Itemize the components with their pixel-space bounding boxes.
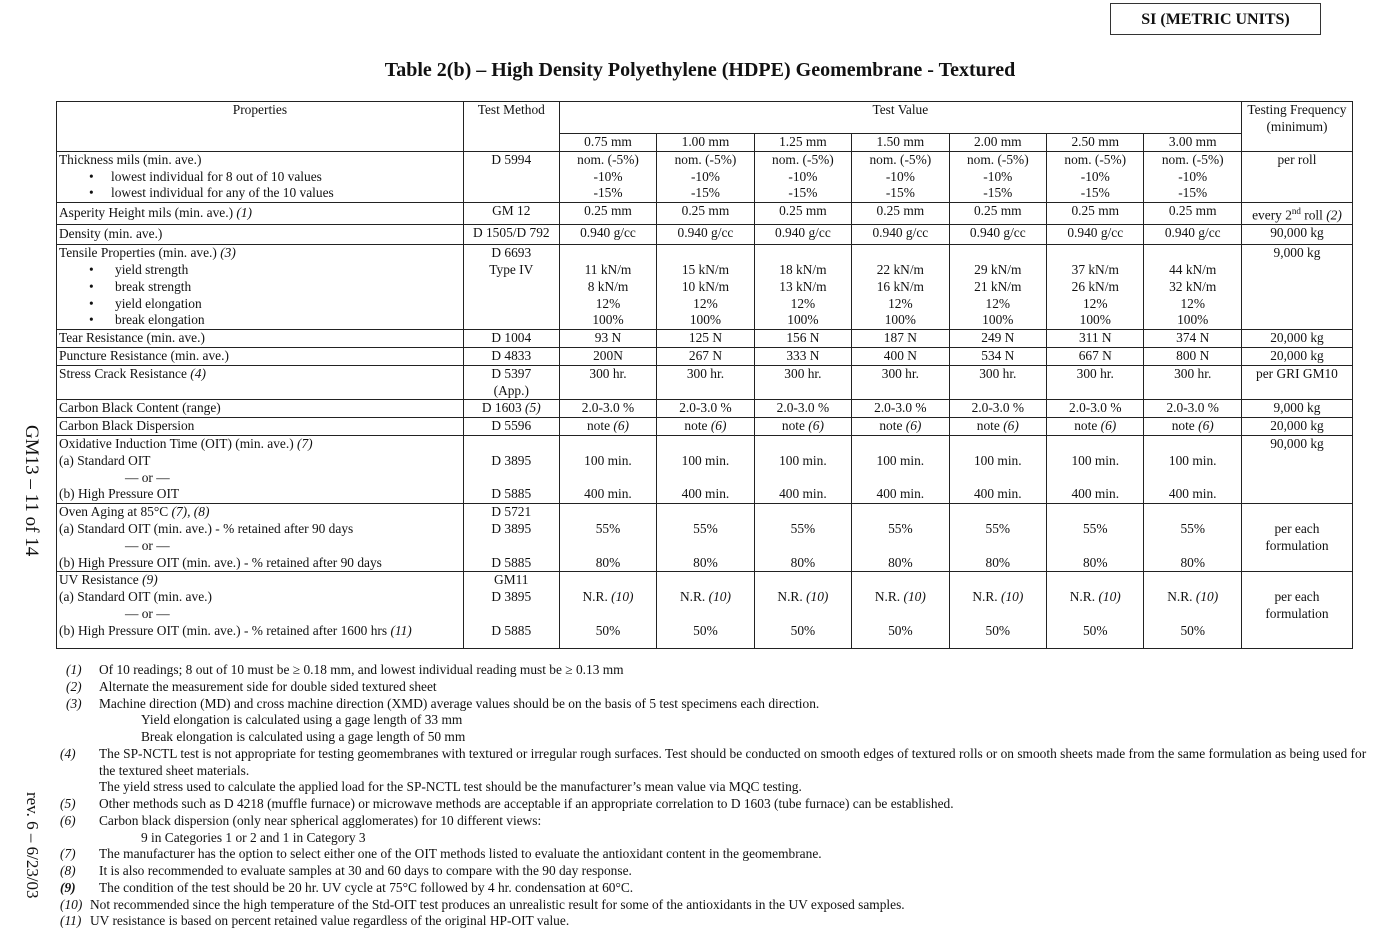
tear-value: 374 N [1144,330,1241,348]
density-value: 0.940 g/cc [949,225,1046,245]
cb-dispersion-label: Carbon Black Dispersion [57,418,464,436]
uv-values: N.R. (10) 50% [1047,572,1144,648]
asperity-value: 0.25 mm [657,203,754,225]
tensile-method: D 6693 Type IV [463,245,559,330]
uv-values: N.R. (10) 50% [559,572,656,648]
density-label: Density (min. ave.) [57,225,464,245]
cb-dispersion-value: note (6) [754,418,851,436]
footnote-10: (10) Not recommended since the high temperature of the Std-OIT test produces an unrealistic result for some of the antioxidants in the UV exposed samples. [60,896,905,912]
thickness-bullet-2: • lowest individual for any of the 10 values [59,185,334,200]
oit-values: 100 min. 400 min. [1144,436,1241,504]
oven-values: 55% 80% [559,504,656,572]
stress-label-cell: Stress Crack Resistance (4) [57,365,464,400]
tensile-values: 44 kN/m 32 kN/m 12% 100% [1144,245,1241,330]
footnote-11: (11) UV resistance is based on percent retained value regardless of the original HP-OIT value. [60,913,570,929]
oven-values: 55% 80% [1144,504,1241,572]
header-test-value: Test Value [559,102,1241,134]
cb-content-value: 2.0-3.0 % [657,400,754,418]
header-row [57,102,1353,134]
oit-method: D 3895 D 5885 [463,436,559,504]
header-frequency: Testing Frequency (minimum) [1241,102,1352,152]
stress-value: 300 hr. [1144,365,1241,400]
footnote-6: (6) Carbon black dispersion (only near spherical agglomerates) for 10 different views: 9 in Categories 1 or 2 and 1 in Category 3 [60,812,542,845]
tensile-values: 29 kN/m 21 kN/m 12% 100% [949,245,1046,330]
tensile-frequency: 9,000 kg [1241,245,1352,330]
oit-values: 100 min. 400 min. [949,436,1046,504]
uv-values: N.R. (10) 50% [754,572,851,648]
cb-dispersion-value: note (6) [1047,418,1144,436]
thickness-values: nom. (-5%) -10% -15% [559,151,656,202]
oven-values: 55% 80% [949,504,1046,572]
tensile-bullet: • yield elongation [59,296,202,311]
density-method: D 1505/D 792 [463,225,559,245]
uv-method: GM11 D 3895 D 5885 [463,572,559,648]
thickness-values: nom. (-5%) -10% -15% [852,151,949,202]
thickness-col: 1.00 mm [657,134,754,152]
footnote-2: (2) Alternate the measurement side for double sided textured sheet [66,678,437,694]
tensile-values: 22 kN/m 16 kN/m 12% 100% [852,245,949,330]
footnote-9: (9) The condition of the test should be 20 hr. UV cycle at 75°C followed by 4 hr. condensation at 60°C. [60,879,634,895]
tensile-bullet: • break elongation [59,312,205,327]
footnote-4: (4) The SP-NCTL test is not appropriate for testing geomembranes with textured or irregular rough surfaces. Test should be conducted on smooth edges of textured rolls or on smooth sheets made from the same formulation as being used for the textured sheet materials. The yield stress used to calculate the applied load for the SP-NCTL test should be the manufacturer’s mean value via MQC testing. [60,745,1367,795]
uv-label-cell: UV Resistance (9) (a) Standard OIT (min. ave.) — or — (b) High Pressure OIT (min. ave.) - % retained after 1600 hrs (11) [57,572,464,648]
row-oit [57,436,1353,504]
asperity-label-cell: Asperity Height mils (min. ave.) (1) [57,203,464,225]
thickness-bullet-1: • lowest individual for 8 out of 10 values [59,169,322,184]
uv-values: N.R. (10) 50% [657,572,754,648]
table-title: Table 2(b) – High Density Polyethylene (HDPE) Geomembrane - Textured [384,59,1016,81]
puncture-value: 400 N [852,348,949,366]
cb-dispersion-value: note (6) [949,418,1046,436]
asperity-value: 0.25 mm [559,203,656,225]
thickness-col: 0.75 mm [559,134,656,152]
cb-dispersion-value: note (6) [657,418,754,436]
thickness-values: nom. (-5%) -10% -15% [1144,151,1241,202]
cb-content-method: D 1603 (5) [463,400,559,418]
oven-values: 55% 80% [852,504,949,572]
thickness-label: Thickness mils (min. ave.) [59,151,202,167]
tensile-values: 15 kN/m 10 kN/m 12% 100% [657,245,754,330]
stress-value: 300 hr. [949,365,1046,400]
density-value: 0.940 g/cc [657,225,754,245]
units-label: SI (METRIC UNITS) [1110,3,1321,35]
cb-dispersion-value: note (6) [1144,418,1241,436]
puncture-method: D 4833 [463,348,559,366]
row-thickness [57,151,1353,202]
row-asperity [57,203,1353,225]
tear-value: 93 N [559,330,656,348]
tensile-label-cell: Tensile Properties (min. ave.) (3) • yield strength • break strength • yield elongation • break elongation [57,245,464,330]
stress-method: D 5397 (App.) [463,365,559,400]
stress-frequency: per GRI GM10 [1241,365,1352,400]
oven-values: 55% 80% [754,504,851,572]
tear-value: 311 N [1047,330,1144,348]
footnote-7: (7) The manufacturer has the option to select either one of the OIT methods listed to evaluate the antioxidant content in the geomembrane. [60,846,822,862]
tensile-values: 11 kN/m 8 kN/m 12% 100% [559,245,656,330]
tear-method: D 1004 [463,330,559,348]
thickness-values: nom. (-5%) -10% -15% [1047,151,1144,202]
row-density [57,225,1353,245]
tear-label: Tear Resistance (min. ave.) [57,330,464,348]
thickness-col: 1.25 mm [754,134,851,152]
asperity-value: 0.25 mm [852,203,949,225]
row-tear [57,330,1353,348]
thickness-col: 3.00 mm [1144,134,1241,152]
thickness-values: nom. (-5%) -10% -15% [949,151,1046,202]
oven-values: 55% 80% [1047,504,1144,572]
tensile-bullet: • yield strength [59,262,188,277]
cb-content-value: 2.0-3.0 % [852,400,949,418]
thickness-col: 2.50 mm [1047,134,1144,152]
asperity-frequency: every 2nd roll (2) [1241,203,1352,225]
cb-dispersion-value: note (6) [559,418,656,436]
asperity-value: 0.25 mm [754,203,851,225]
puncture-value: 267 N [657,348,754,366]
density-value: 0.940 g/cc [1047,225,1144,245]
tear-value: 249 N [949,330,1046,348]
puncture-value: 333 N [754,348,851,366]
tear-frequency: 20,000 kg [1241,330,1352,348]
oit-values: 100 min. 400 min. [1047,436,1144,504]
stress-value: 300 hr. [852,365,949,400]
thickness-label-cell [57,151,464,202]
puncture-value: 800 N [1144,348,1241,366]
tear-value: 156 N [754,330,851,348]
cb-dispersion-value: note (6) [852,418,949,436]
oven-label-cell: Oven Aging at 85°C (7), (8) (a) Standard OIT (min. ave.) - % retained after 90 days — or — (b) High Pressure OIT (min. ave.) - % retained after 90 days [57,504,464,572]
density-frequency: 90,000 kg [1241,225,1352,245]
oit-values: 100 min. 400 min. [559,436,656,504]
row-carbon-black-dispersion [57,418,1353,436]
puncture-value: 200N [559,348,656,366]
cb-content-value: 2.0-3.0 % [1144,400,1241,418]
puncture-frequency: 20,000 kg [1241,348,1352,366]
row-tensile [57,245,1353,330]
cb-content-label: Carbon Black Content (range) [57,400,464,418]
tensile-bullet: • break strength [59,279,191,294]
properties-table [56,101,1353,649]
footnotes [60,662,1380,930]
row-puncture [57,348,1353,366]
asperity-value: 0.25 mm [1047,203,1144,225]
oit-frequency: 90,000 kg [1241,436,1352,504]
tensile-values: 18 kN/m 13 kN/m 12% 100% [754,245,851,330]
density-value: 0.940 g/cc [559,225,656,245]
cb-dispersion-method: D 5596 [463,418,559,436]
density-value: 0.940 g/cc [754,225,851,245]
oven-values: 55% 80% [657,504,754,572]
header-properties: Properties [57,102,464,152]
tear-value: 187 N [852,330,949,348]
density-value: 0.940 g/cc [852,225,949,245]
uv-values: N.R. (10) 50% [852,572,949,648]
oit-values: 100 min. 400 min. [852,436,949,504]
footnote-1: (1) Of 10 readings; 8 out of 10 must be ≥ 0.18 mm, and lowest individual reading must be ≥ 0.13 mm [66,662,624,677]
stress-value: 300 hr. [754,365,851,400]
row-oven-aging [57,504,1353,572]
uv-values: N.R. (10) 50% [1144,572,1241,648]
asperity-method: GM 12 [463,203,559,225]
tensile-values: 37 kN/m 26 kN/m 12% 100% [1047,245,1144,330]
row-carbon-black-content [57,400,1353,418]
footnote-3: (3) Machine direction (MD) and cross machine direction (XMD) average values should be on the basis of 5 test specimens each direction. Yield elongation is calculated using a gage length of 33 mm Break elongation is calculated using a gage length of 50 mm [66,695,820,744]
cb-content-value: 2.0-3.0 % [949,400,1046,418]
cb-dispersion-frequency: 20,000 kg [1241,418,1352,436]
stress-value: 300 hr. [559,365,656,400]
tear-value: 125 N [657,330,754,348]
revision-label: rev. 6 – 6/23/03 [23,792,42,899]
page-number: GM13 – 11 of 14 [21,425,42,557]
header-test-method: Test Method [463,102,559,152]
row-uv-resistance [57,572,1353,648]
thickness-frequency: per roll [1241,151,1352,202]
footnote-5: (5) Other methods such as D 4218 (muffle furnace) or microwave methods are acceptable if an appropriate correlation to D 1603 (tube furnace) can be established. [60,796,954,811]
stress-value: 300 hr. [657,365,754,400]
cb-content-value: 2.0-3.0 % [559,400,656,418]
footnote-8: (8) It is also recommended to evaluate samples at 30 and 60 days to compare with the 90 day response. [60,863,632,878]
oit-values: 100 min. 400 min. [754,436,851,504]
asperity-value: 0.25 mm [949,203,1046,225]
thickness-col: 1.50 mm [852,134,949,152]
oven-frequency: per each formulation [1241,504,1352,572]
stress-value: 300 hr. [1047,365,1144,400]
thickness-col: 2.00 mm [949,134,1046,152]
density-value: 0.940 g/cc [1144,225,1241,245]
thickness-method: D 5994 [463,151,559,202]
puncture-label: Puncture Resistance (min. ave.) [57,348,464,366]
asperity-value: 0.25 mm [1144,203,1241,225]
puncture-value: 667 N [1047,348,1144,366]
puncture-value: 534 N [949,348,1046,366]
thickness-values: nom. (-5%) -10% -15% [657,151,754,202]
uv-frequency: per each formulation [1241,572,1352,648]
cb-content-value: 2.0-3.0 % [1047,400,1144,418]
cb-content-value: 2.0-3.0 % [754,400,851,418]
row-stress-crack [57,365,1353,400]
oit-label-cell: Oxidative Induction Time (OIT) (min. ave.) (7) (a) Standard OIT — or — (b) High Pressure OIT [57,436,464,504]
uv-values: N.R. (10) 50% [949,572,1046,648]
oven-method: D 5721 D 3895 D 5885 [463,504,559,572]
cb-content-frequency: 9,000 kg [1241,400,1352,418]
oit-values: 100 min. 400 min. [657,436,754,504]
thickness-values: nom. (-5%) -10% -15% [754,151,851,202]
